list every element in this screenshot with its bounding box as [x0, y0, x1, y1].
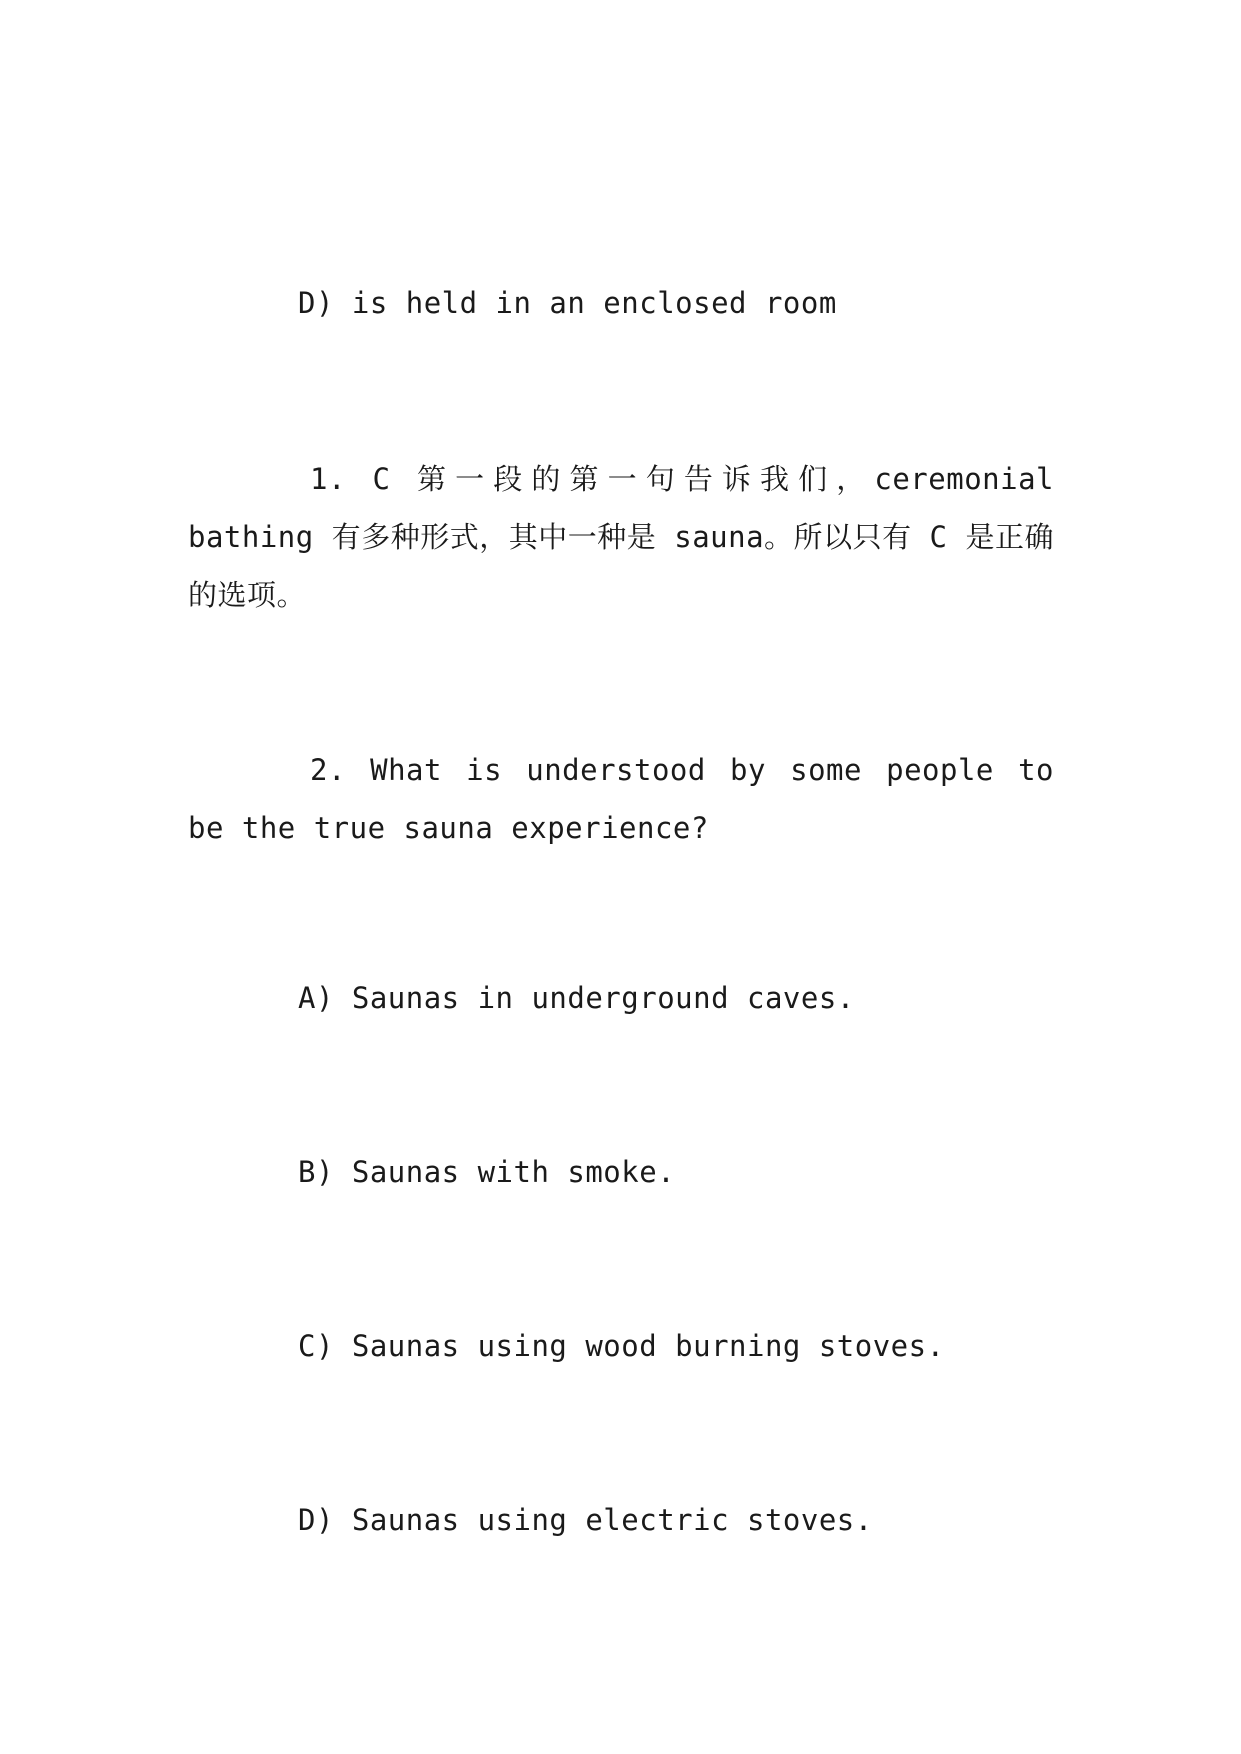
question-2-text: 2. What is understood by some people to be the true sauna experience? [188, 753, 1054, 845]
question-2-option-b: B) Saunas with smoke. [298, 1155, 676, 1189]
question-2-option-d: D) Saunas using electric stoves. [298, 1503, 873, 1537]
answer-explanation-1: 1. C 第一段的第一句告诉我们，ceremonial bathing 有多种形式，其中一种是 sauna。所以只有 C 是正确的选项。 [188, 462, 1054, 612]
question-2-option-c: C) Saunas using wood burning stoves. [298, 1329, 945, 1363]
question-2-option-a: A) Saunas in underground caves. [298, 981, 855, 1015]
previous-question-option-d: D) is held in an enclosed room [298, 286, 837, 320]
